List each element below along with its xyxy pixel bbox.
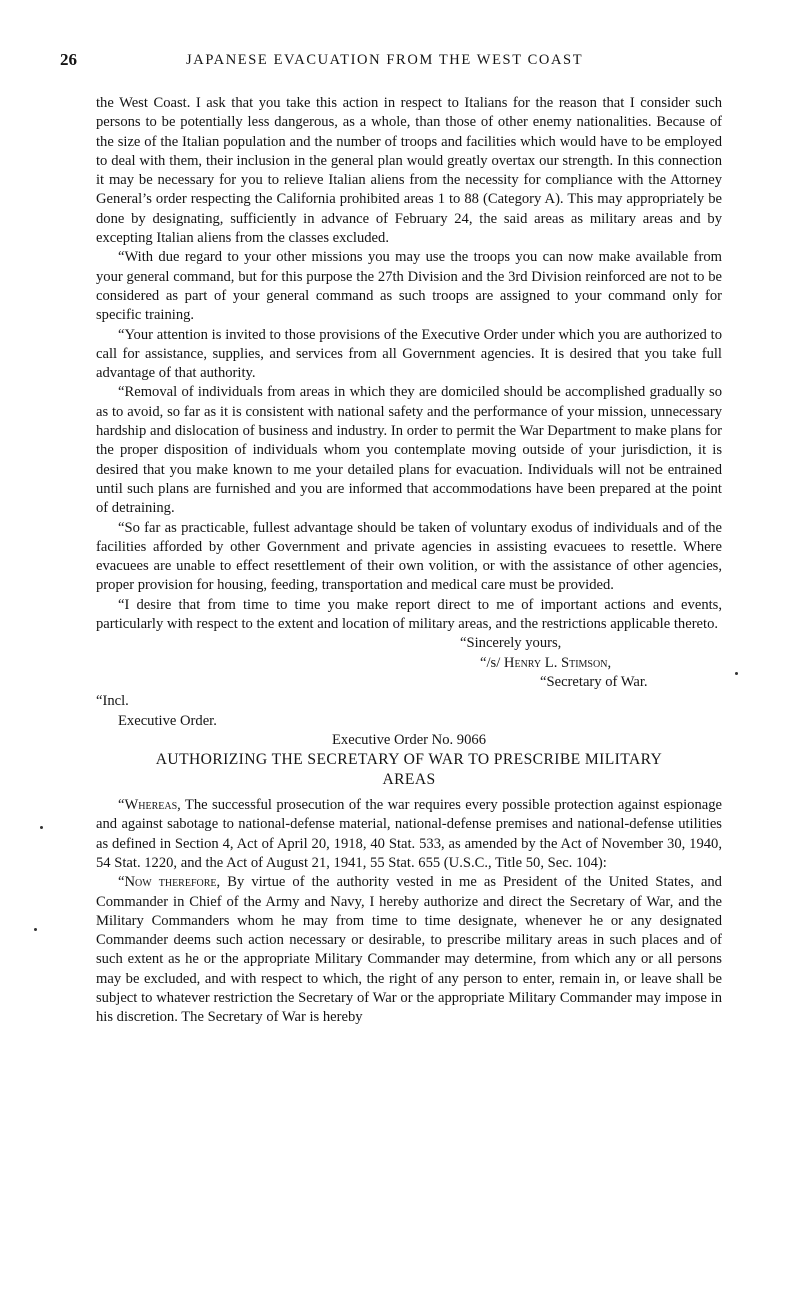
whereas-text: The successful prosecution of the war requires every possible protection against espionage and against sabotage to national-defense material, national-defense premises and national-defense utilities as defined in Section 4, Act of April 20, 1918, 40 Stat. 533, as amended by the Act of November 30, 1940, 54 Stat. 1220, and the Act of August 21, 1941, 55 Stat. 655 (U.S.C., Title 50, Sec. 104): bbox=[96, 797, 722, 871]
now-therefore-paragraph bbox=[96, 873, 722, 1027]
signer-title: “Secretary of War. bbox=[540, 673, 648, 690]
page-number: 26 bbox=[60, 50, 77, 69]
whereas-paragraph bbox=[96, 796, 722, 873]
margin-speck bbox=[735, 672, 738, 675]
body-text bbox=[96, 94, 722, 1028]
enclosure-label: “Incl. bbox=[96, 693, 129, 710]
now-therefore-text: By virtue of the authority vested in me as President of the United States, and Commander in Chief of the Army and Navy, I hereby authorize and direct the Secretary of War, and the Military Commanders whom he may from time to time designate, whenever he or any designated Commander deems such action necessary or desirable, to prescribe military areas in such places and of such extent as he or the appropriate Military Commander may determine, from which any or all persons may be excluded, and with respect to which, the right of any person to enter, remain in, or leave shall be subject to whatever restriction the Secretary of War or the appropriate Military Commander may impose in his discretion. The Secretary of War is hereby bbox=[96, 874, 722, 1026]
executive-order-title: AUTHORIZING THE SECRETARY OF WAR TO PRESCRIBE MILITARY AREAS bbox=[155, 751, 663, 789]
letter-paragraph-4: “Removal of individuals from areas in which they are domiciled should be accomplished gradually so as to avoid, so far as it is consistent with national safety and the performance of your mission, unnecessary hardship and dislocation of business and industry. In order to permit the War Department to make plans for the proper disposition of individuals whom you contemplate moving outside of your jurisdiction, it is desired that you make known to me your detailed plans for evacuation. Individuals will not be entrained until such plans are furnished and you are informed that accommodations have been prepared at the point of detraining. bbox=[96, 384, 722, 517]
signature-line bbox=[96, 654, 722, 673]
whereas-lead: “Whereas, bbox=[118, 797, 181, 814]
margin-speck bbox=[40, 826, 43, 829]
closing: “Sincerely yours, bbox=[460, 635, 562, 652]
signer-name: Henry L. Stimson, bbox=[503, 654, 612, 671]
letter-paragraph-1: the West Coast. I ask that you take this action in respect to Italians for the reason that I consider such persons to be potentially less dangerous, as a whole, than those of other enemy nationalities. Because of the size of the Italian population and the number of troops and facilities which would have to be employed to deal with them, their inclusion in the general plan would greatly overtax our strength. In this connection it may be necessary for you to relieve Italian aliens from the necessity for compliance with the Attorney General’s order respecting the California prohibited areas 1 to 88 (Category A). This may appropriately be done by designating, sufficiently in advance of February 24, the said areas as military areas and by excepting Italian aliens from the classes excluded. bbox=[96, 95, 722, 247]
now-therefore-lead: “Now therefore, bbox=[118, 874, 221, 891]
running-header: JAPANESE EVACUATION FROM THE WEST COAST bbox=[186, 52, 584, 68]
letter-paragraph-6: “I desire that from time to time you make report direct to me of important actions and events, particularly with respect to the extent and location of military areas, and the restrictions applicable thereto. bbox=[96, 596, 722, 633]
letter-paragraph-3: “Your attention is invited to those provisions of the Executive Order under which you are authorized to call for assistance, supplies, and services from all Government agencies. It is desired that you take full advantage of that authority. bbox=[96, 326, 722, 382]
executive-order-number: Executive Order No. 9066 bbox=[332, 731, 486, 748]
signature-prefix: “/s/ bbox=[480, 654, 504, 671]
margin-speck bbox=[34, 928, 37, 931]
letter-paragraph-5: “So far as practicable, fullest advantage should be taken of voluntary exodus of individuals and of the facilities afforded by other Government and private agencies in assisting evacuees to resettle. Where evacuees are unable to effect resettlement of their own volition, or with the assistance of other agencies, proper provision for housing, feeding, transportation and medical care must be provided. bbox=[96, 519, 722, 594]
enclosure-item: Executive Order. bbox=[118, 712, 217, 729]
letter-paragraph-2: “With due regard to your other missions you may use the troops you can now make available from your general command, but for this purpose the 27th Division and the 3rd Division reinforced are not to be considered as part of your general command as such troops are assigned to your command only for specific training. bbox=[96, 249, 722, 324]
